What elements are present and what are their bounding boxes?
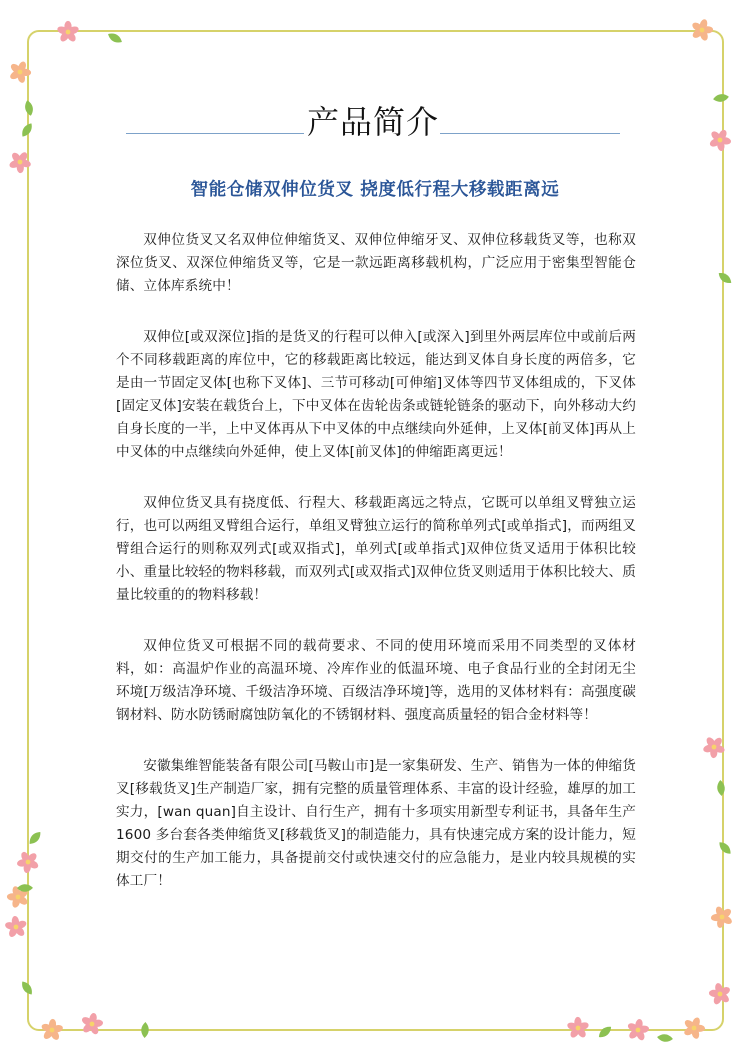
flower-icon xyxy=(702,735,726,759)
flower-icon xyxy=(8,60,32,84)
flower-icon xyxy=(682,1016,706,1040)
leaf-icon xyxy=(17,883,33,893)
flower-icon xyxy=(16,850,40,874)
leaf-icon xyxy=(712,92,729,104)
flower-icon xyxy=(710,905,734,929)
flower-icon xyxy=(626,1018,650,1042)
leaf-icon xyxy=(715,780,726,797)
flower-icon xyxy=(566,1016,590,1040)
leaf-icon xyxy=(656,1032,673,1044)
title-rule-right xyxy=(440,133,620,134)
product-subtitle: 智能仓储双伸位货叉 挠度低行程大移载距离远 xyxy=(190,180,560,200)
paragraph-structure: 双伸位[或双深位]指的是货叉的行程可以伸入[或深入]到里外两层库位中或前后两个不同移载距离的库位中，它的移载距离比较远，能达到叉体自身长度的两倍多，它是由一节固定叉体[也称下叉体]、三节可移动[可伸缩]叉体等四节叉体组成的，下叉体[固定叉体]安装在载货台上，下中叉体在齿轮齿条或链轮链条的驱动下，向外移动大约自身长度的一半，上中叉体再从下中叉体的中点继续向外延伸，上叉体[前叉体]再从上中叉体的中点继续向外延伸，使上叉体[前叉体]的伸缩距离更远！ xyxy=(116,329,636,460)
title-rule-left xyxy=(126,133,304,134)
flower-icon xyxy=(40,1018,64,1042)
flower-icon xyxy=(80,1012,104,1036)
leaf-icon xyxy=(140,1022,151,1039)
paragraph-materials: 双伸位货叉可根据不同的载荷要求、不同的使用环境而采用不同类型的叉体材料，如：高温炉作业的高温环境、冷库作业的低温环境、电子食品行业的全封闭无尘环境[万级洁净环境、千级洁净环境、百级洁净环境]等，选用的叉体材料有：高强度碳钢材料、防水防锈耐腐蚀防氧化的不锈钢材料、强度高质量轻的铝合金材料等！ xyxy=(116,638,636,723)
flower-icon xyxy=(708,128,732,152)
flower-icon xyxy=(56,20,80,44)
title-block xyxy=(126,100,620,140)
flower-icon xyxy=(4,915,28,939)
article-body xyxy=(116,229,636,921)
page-title: 产品简介 xyxy=(306,103,439,141)
flower-icon xyxy=(8,150,32,174)
paragraph-company: 安徽集维智能装备有限公司[马鞍山市]是一家集研发、生产、销售为一体的伸缩货叉[移载货叉]生产制造厂家，拥有完整的质量管理体系、丰富的设计经验，雄厚的加工实力，[wan quan]自主设计、自行生产，拥有十多项实用新型专利证书，具备年生产 1600 多台套各类伸缩货叉[移载货叉]的制造能力，具有快速完成方案的设计能力，短期交付的生产加工能力，具备提前交付或快速交付的应急能力，是业内较具规模的实体工厂！ xyxy=(116,758,636,889)
flower-icon xyxy=(708,982,732,1006)
flower-icon xyxy=(690,18,714,42)
paragraph-intro: 双伸位货叉又名双伸位伸缩货叉、双伸位伸缩牙叉、双伸位移载货叉等，也称双深位货叉、双深位伸缩货叉等，它是一款远距离移载机构，广泛应用于密集型智能仓储、立体库系统中！ xyxy=(116,232,636,294)
paragraph-features: 双伸位货叉具有挠度低、行程大、移载距离远之特点，它既可以单组叉臂独立运行，也可以两组叉臂组合运行，单组叉臂独立运行的简称单列式[或单指式]，而两组叉臂组合运行的则称双列式[或双指式]，单列式[或单指式]双伸位货叉适用于体积比较小、重量比较轻的物料移载，而双列式[或双指式]双伸位货叉则适用于体积比较大、质量比较重的的物料移载！ xyxy=(116,495,636,603)
